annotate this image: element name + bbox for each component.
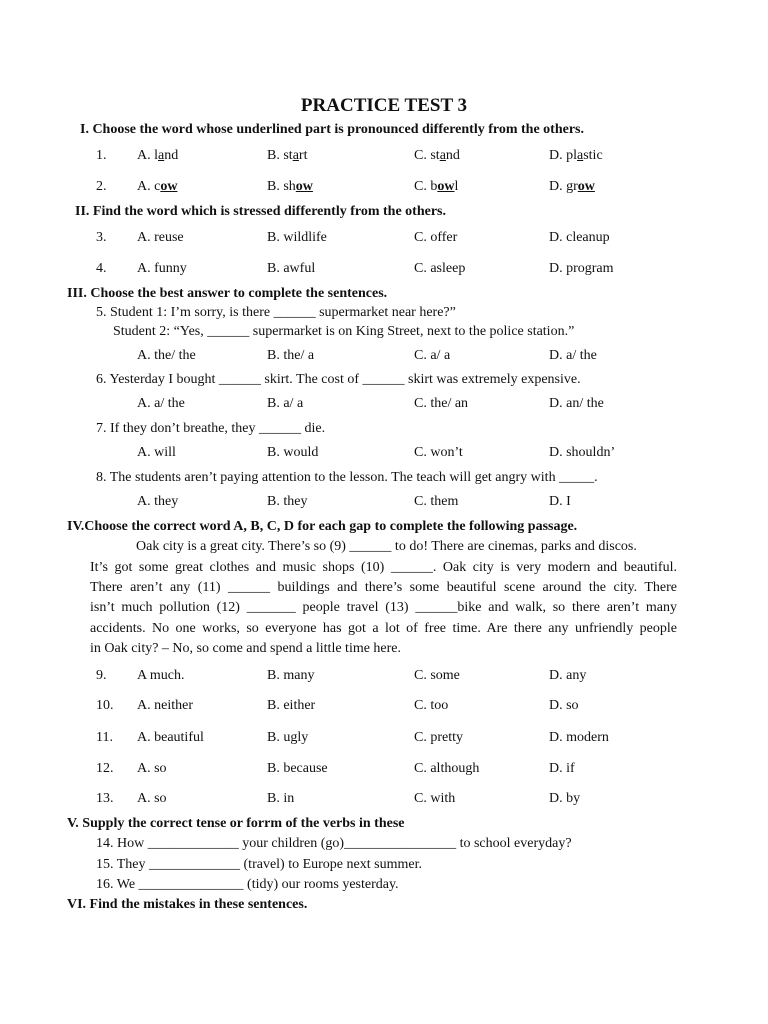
option-d: D. modern (549, 730, 609, 745)
question-text: 7. If they don’t breathe, they ______ die. (96, 421, 326, 436)
option-b: B. awful (267, 261, 316, 276)
option-b: B. many (267, 668, 315, 683)
option-d: D. so (549, 698, 579, 713)
option-c: C. stand (414, 148, 460, 163)
section-heading-6: VI. Find the mistakes in these sentences. (67, 897, 308, 912)
option-a: A. they (137, 494, 179, 509)
option-b: B. show (267, 179, 313, 194)
option-c: C. the/ an (414, 396, 469, 411)
option-c: C. although (414, 761, 480, 776)
question-number: 4. (96, 261, 107, 276)
option-d: D. shouldn’ (549, 445, 616, 460)
passage-line: in Oak city? – No, so come and spend a little time here. (90, 641, 402, 656)
question-number: 13. (96, 791, 114, 806)
option-d: D. cleanup (549, 230, 610, 245)
section-heading-5: V. Supply the correct tense or forrm of the verbs in these (67, 816, 405, 831)
question-number: 11. (96, 730, 113, 745)
option-a: A. land (137, 148, 179, 163)
passage-line: Oak city is a great city. There’s so (9) ______ to do! There are cinemas, parks and discos. (136, 539, 637, 554)
question-number: 9. (96, 668, 107, 683)
option-c: C. with (414, 791, 456, 806)
option-a: A. the/ the (137, 348, 196, 363)
option-d: D. plastic (549, 148, 603, 163)
section-heading-3: III. Choose the best answer to complete the sentences. (67, 286, 388, 301)
option-d: D. program (549, 261, 614, 276)
option-a: A. reuse (137, 230, 184, 245)
question-number: 1. (96, 148, 107, 163)
passage-line: isn’t much pollution (12) _______ people travel (13) ______bike and walk, so there aren’t many (90, 600, 677, 615)
option-c: C. offer (414, 230, 458, 245)
section-heading-4: IV.Choose the correct word A, B, C, D for each gap to complete the following passage. (67, 519, 578, 534)
option-b: B. they (267, 494, 308, 509)
option-a: A much. (137, 668, 185, 683)
option-d: D. I (549, 494, 571, 509)
question-15: 15. They _____________ (travel) to Europe next summer. (96, 857, 422, 872)
option-a: A. so (137, 791, 167, 806)
option-d: D. an/ the (549, 396, 604, 411)
question-14: 14. How _____________ your children (go)________________ to school everyday? (96, 836, 572, 851)
option-a: A. cow (137, 179, 178, 194)
option-c: C. bowl (414, 179, 459, 194)
option-b: B. in (267, 791, 295, 806)
option-b: B. either (267, 698, 316, 713)
question-16: 16. We _______________ (tidy) our rooms yesterday. (96, 877, 399, 892)
option-b: B. would (267, 445, 319, 460)
question-text: 6. Yesterday I bought ______ skirt. The cost of ______ skirt was extremely expensive. (96, 372, 581, 387)
option-d: D. by (549, 791, 581, 806)
option-c: C. too (414, 698, 449, 713)
passage-line: It’s got some great clothes and music shops (10) ______. Oak city is very modern and beautiful. (90, 560, 677, 575)
option-a: A. neither (137, 698, 193, 713)
option-c: C. pretty (414, 730, 463, 745)
option-b: B. wildlife (267, 230, 327, 245)
question-text-line2: Student 2: “Yes, ______ supermarket is on King Street, next to the police station.” (113, 324, 575, 339)
option-c: C. some (414, 668, 460, 683)
question-number: 3. (96, 230, 107, 245)
question-number: 2. (96, 179, 107, 194)
option-a: A. a/ the (137, 396, 185, 411)
option-b: B. the/ a (267, 348, 315, 363)
question-number: 10. (96, 698, 114, 713)
question-number: 12. (96, 761, 114, 776)
option-a: A. so (137, 761, 167, 776)
option-d: D. a/ the (549, 348, 597, 363)
option-a: A. will (137, 445, 176, 460)
question-text: 8. The students aren’t paying attention to the lesson. The teach will get angry with _____. (96, 470, 598, 485)
option-c: C. them (414, 494, 459, 509)
option-a: A. beautiful (137, 730, 204, 745)
option-b: B. because (267, 761, 328, 776)
option-b: B. a/ a (267, 396, 304, 411)
question-text: 5. Student 1: I’m sorry, is there ______ supermarket near here?” (96, 305, 456, 320)
passage-line: accidents. No one works, so everyone has got a lot of free time. Are there any unfriendly people (90, 621, 677, 636)
option-c: C. won’t (414, 445, 463, 460)
option-d: D. grow (549, 179, 595, 194)
option-c: C. a/ a (414, 348, 451, 363)
option-a: A. funny (137, 261, 187, 276)
option-d: D. if (549, 761, 575, 776)
option-d: D. any (549, 668, 587, 683)
page-title: PRACTICE TEST 3 (300, 95, 468, 116)
section-heading-2: II. Find the word which is stressed differently from the others. (75, 204, 446, 219)
passage-line: There aren’t any (11) ______ buildings and there’s some beautiful scene around the city. There (90, 580, 677, 595)
option-c: C. asleep (414, 261, 466, 276)
option-b: B. ugly (267, 730, 309, 745)
section-heading-1: I. Choose the word whose underlined part is pronounced differently from the others. (80, 122, 585, 137)
option-b: B. start (267, 148, 308, 163)
